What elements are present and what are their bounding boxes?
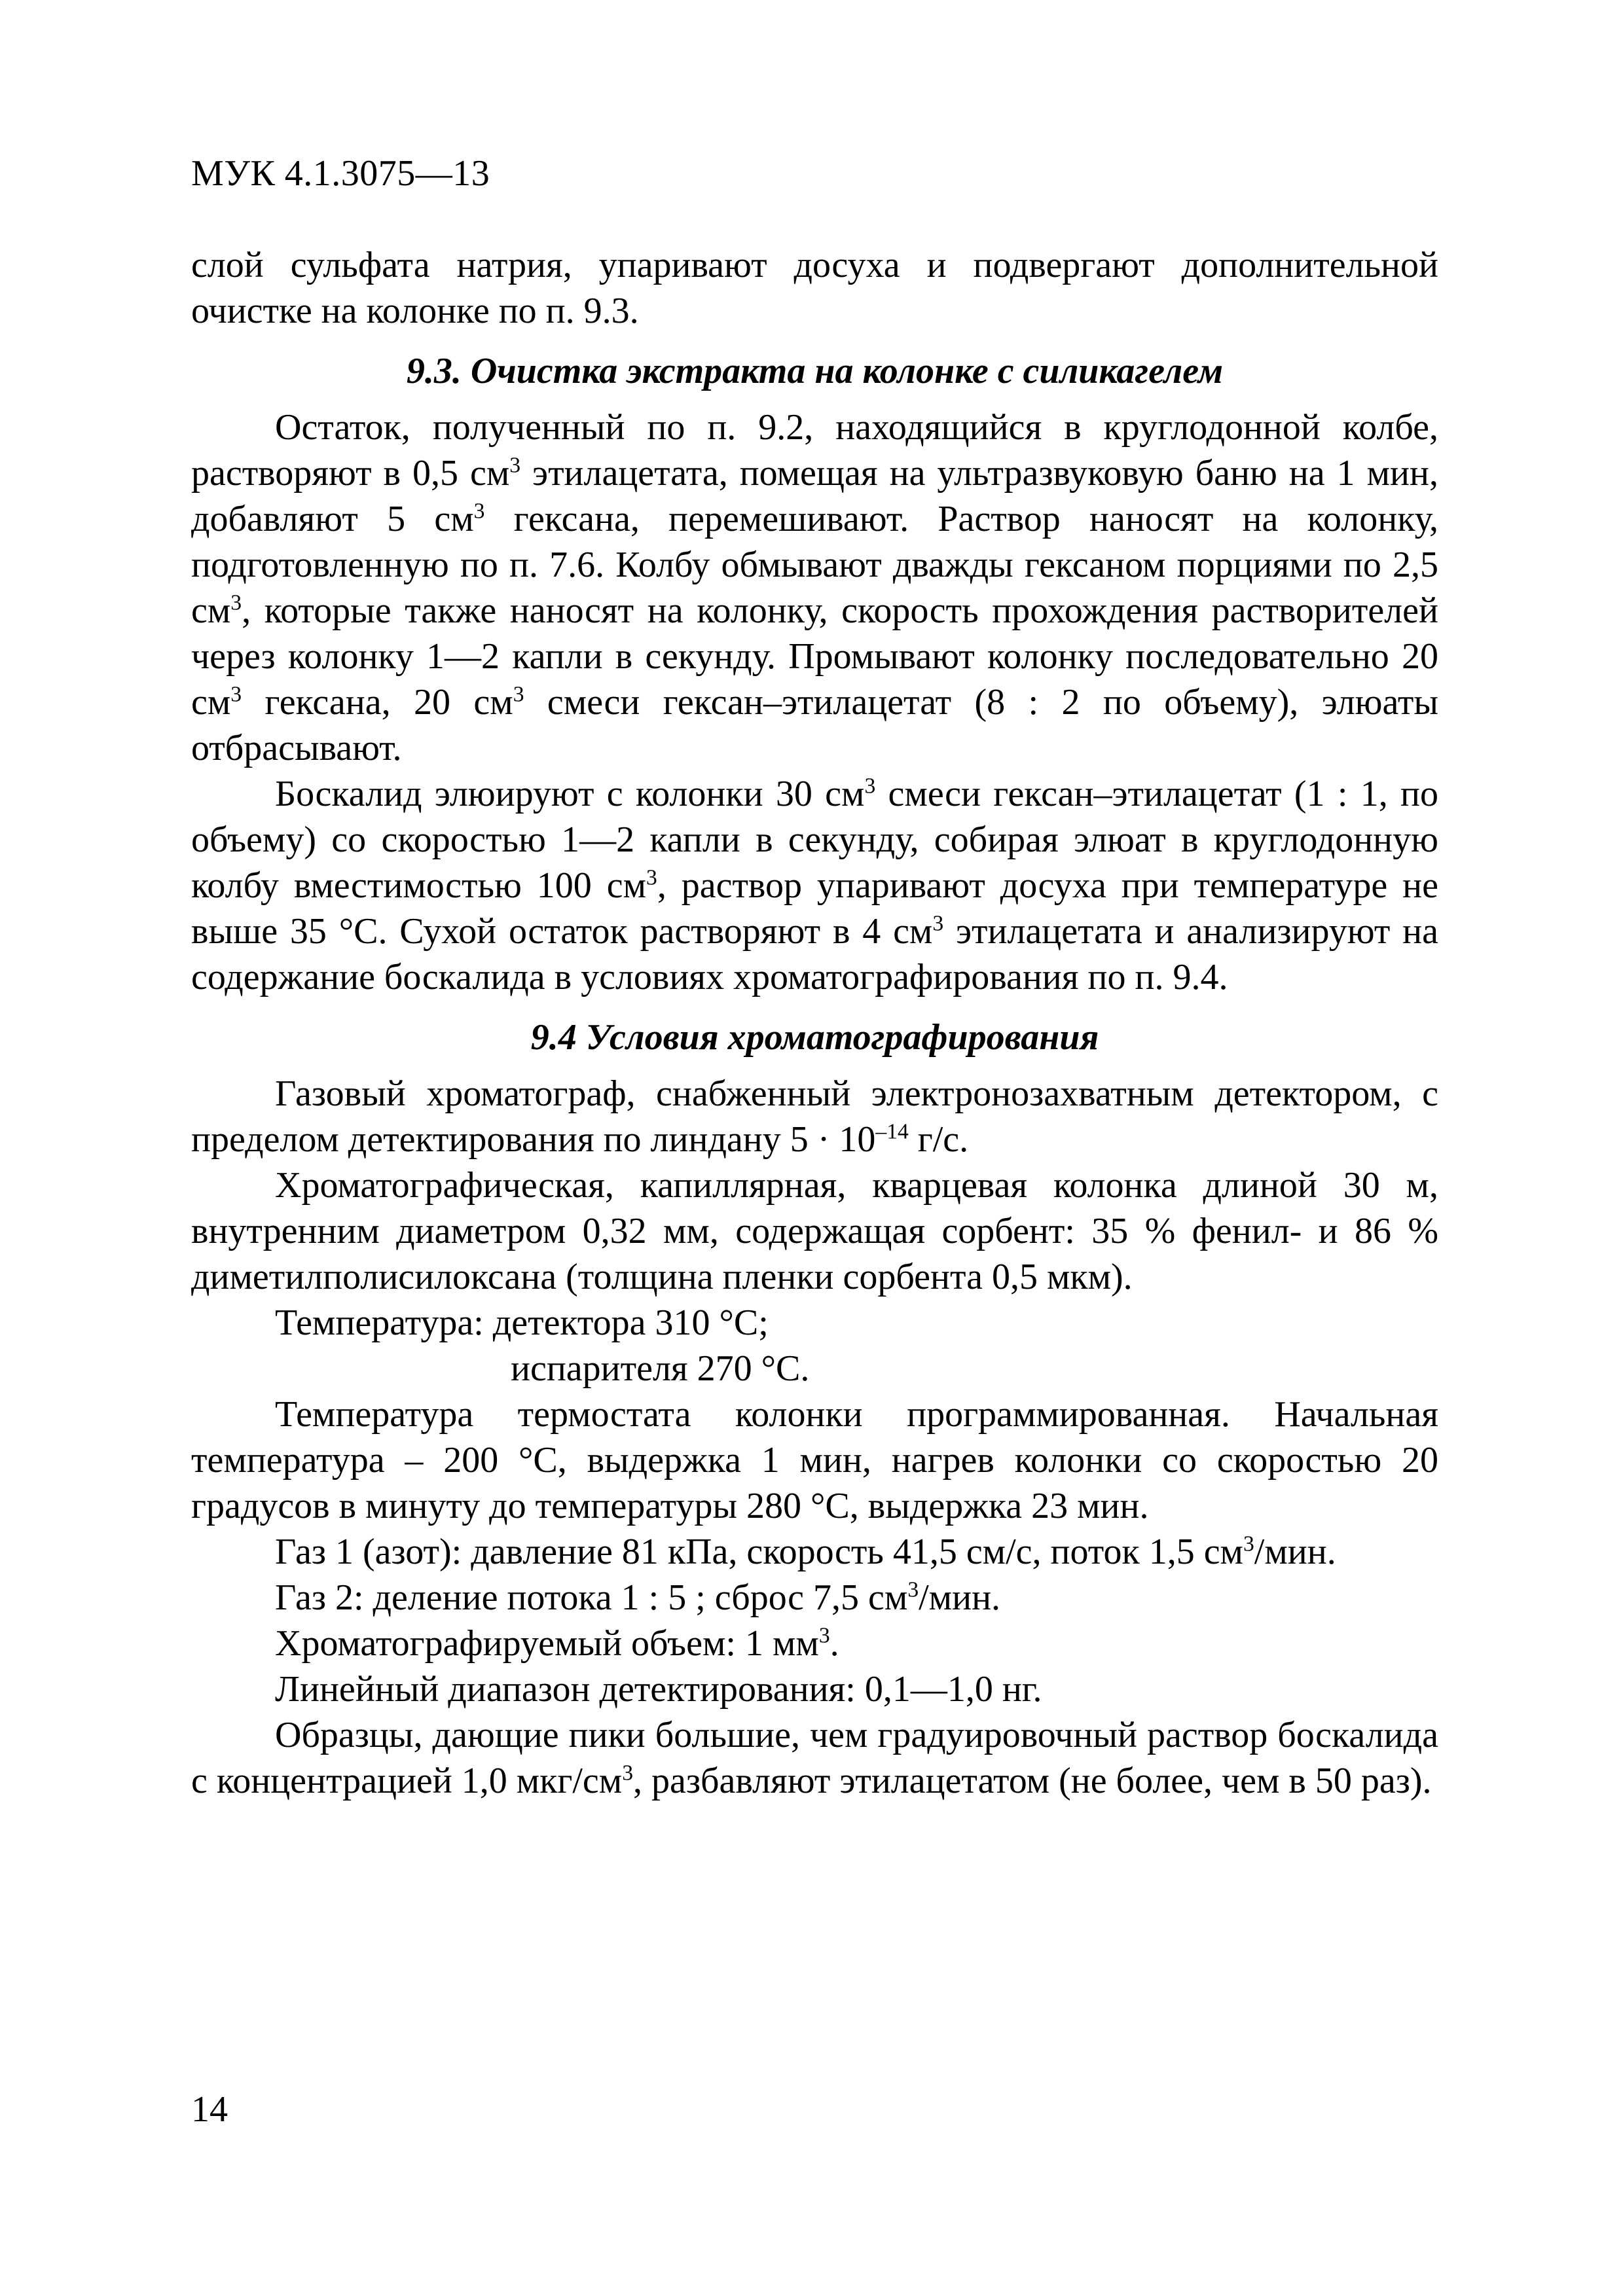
injection-volume-line: Хроматографируемый объем: 1 $мм^3$.: [275, 1623, 839, 1664]
gas-2-line: Газ 2: деление потока 1 : 5 ; сброс 7,5 $см^3$/мин.: [275, 1577, 1001, 1618]
paragraph-column: Хроматографическая, капиллярная, кварцевая колонка длиной 30 м, внутренним диаметром 0,32 мм, содержащая сорбент: 35 % фенил- и 86 % диметилполисилоксана (толщина пленки сорбента 0,5 мкм).: [191, 1165, 1438, 1297]
paragraph-residue-dissolution: Остаток, полученный по п. 9.2, находящийся в круглодонной колбе, растворяют в 0,5 $см^3$ этилацетата, помещая на ультразвуковую баню на 1 мин, добавляют 5 $см^3$ гексана, перемешивают. Раствор наносят на колонку, подготовленную по п. 7.6. Колбу обмывают дважды гексаном порциями по 2,5 $см^3$, которые также наносят на колонку, скорость прохождения растворителей через колонку 1—2 капли в секунду. Промывают колонку последовательно 20 $см^3$ гексана, 20 $см^3$ смеси гексан–этилацетат (8 : 2 по объему), элюаты отбрасывают.: [191, 407, 1438, 768]
section-heading-9-4: 9.4 Условия хроматографирования: [530, 1017, 1099, 1058]
continuation-paragraph: слой сульфата натрия, упаривают досуха и подвергают дополнительной очистке на колонке по п. 9.3.: [191, 245, 1438, 331]
page-number: 14: [191, 2089, 228, 2130]
gas-1-line: Газ 1 (азот): давление 81 кПа, скорость 41,5 см/с, поток 1,5 $см^3$/мин.: [275, 1532, 1336, 1572]
paragraph-sample-dilution: Образцы, дающие пики большие, чем градуировочный раствор боскалида с концентрацией 1,0 мкг/$см^3$, разбавляют этилацетатом (не более, чем в 50 раз).: [191, 1715, 1438, 1801]
temperature-detector-line: Температура: детектора 310 °С;: [275, 1302, 769, 1343]
document-body: [191, 242, 1438, 1804]
document-code-header: МУК 4.1.3075—13: [191, 153, 490, 194]
paragraph-chromatograph: Газовый хроматограф, снабженный электронозахватным детектором, с пределом детектирования по линдану $5 \cdot 10^{-14}$ г/с.: [191, 1073, 1438, 1160]
linear-range-line: Линейный диапазон детектирования: 0,1—1,0 нг.: [275, 1669, 1042, 1710]
paragraph-boscalid-elution: Боскалид элюируют с колонки 30 $см^3$ смеси гексан–этилацетат (1 : 1, по объему) со скоростью 1—2 капли в секунду, собирая элюат в круглодонную колбу вместимостью 100 $см^3$, раствор упаривают досуха при температуре не выше 35 °С. Сухой остаток растворяют в 4 $см^3$ этилацетата и анализируют на содержание боскалида в условиях хроматографирования по п. 9.4.: [191, 774, 1438, 997]
paragraph-thermostat-program: Температура термостата колонки программированная. Начальная температура – 200 °С, выдержка 1 мин, нагрев колонки со скоростью 20 градусов в минуту до температуры 280 °С, выдержка 23 мин.: [191, 1394, 1438, 1526]
temperature-evaporator-line: испарителя 270 °С.: [511, 1348, 810, 1389]
section-heading-9-3: 9.3. Очистка экстракта на колонке с силикагелем: [406, 351, 1224, 391]
